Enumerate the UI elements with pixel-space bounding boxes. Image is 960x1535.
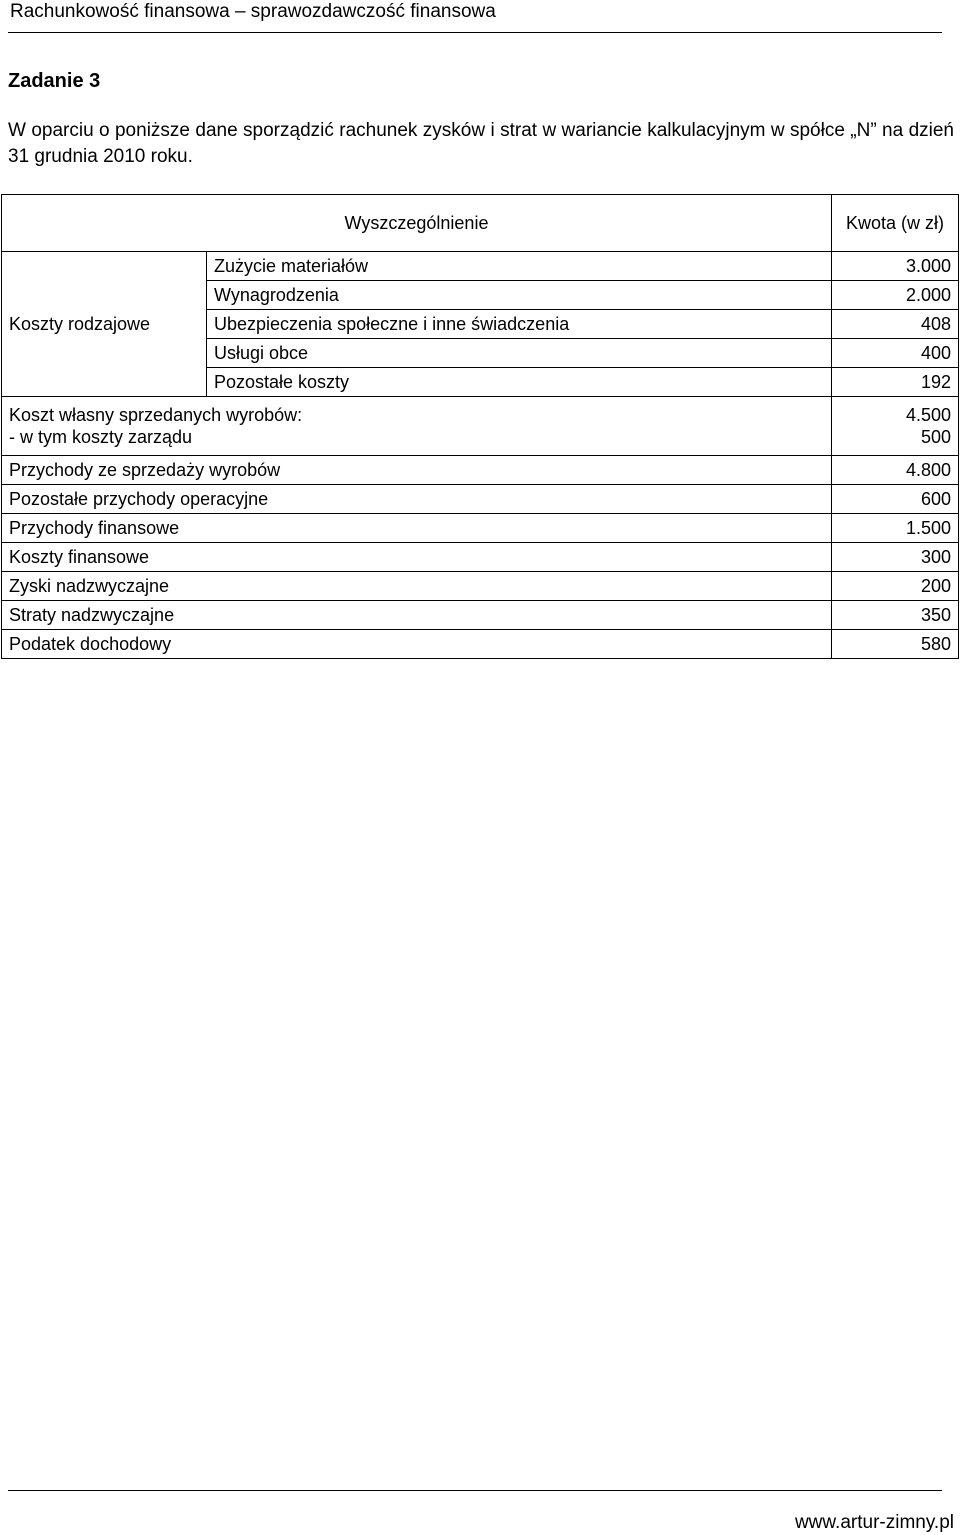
header-amount-cell	[832, 195, 959, 252]
group-label-koszty-rodzajowe: Koszty rodzajowe	[2, 252, 207, 397]
row-value: 1.500	[832, 514, 959, 543]
row-value: 400	[832, 339, 959, 368]
task-title: Zadanie 3	[8, 70, 101, 92]
row-value: 3.000	[832, 252, 959, 281]
row-label: Ubezpieczenia społeczne i inne świadczenia	[207, 310, 832, 339]
row-label: Zyski nadzwyczajne	[2, 572, 832, 601]
row-value: 192	[832, 368, 959, 397]
table-row	[2, 572, 959, 601]
running-header: Rachunkowość finansowa – sprawozdawczość finansowa	[10, 1, 496, 22]
row-value: 2.000	[832, 281, 959, 310]
cost-of-goods-value-line1: 4.500	[905, 405, 951, 425]
table-row	[2, 252, 959, 281]
row-label: Przychody finansowe	[2, 514, 832, 543]
table-row	[2, 543, 959, 572]
cost-data-table	[1, 194, 959, 659]
footer-website: www.artur-zimny.pl	[794, 1512, 954, 1533]
cost-of-goods-value-line2: 500	[920, 427, 951, 447]
table-row	[2, 630, 959, 659]
row-label: Pozostałe przychody operacyjne	[2, 485, 832, 514]
row-value: 600	[832, 485, 959, 514]
table-row	[2, 514, 959, 543]
table-row-cost-of-goods	[2, 397, 959, 456]
cost-of-goods-values	[832, 397, 959, 456]
table-row	[2, 601, 959, 630]
cost-of-goods-label	[2, 397, 832, 456]
row-value: 350	[832, 601, 959, 630]
row-value: 408	[832, 310, 959, 339]
footer-divider	[8, 1490, 942, 1491]
row-label: Straty nadzwyczajne	[2, 601, 832, 630]
table-row	[2, 485, 959, 514]
header-amount-label: Kwota (w zł)	[845, 213, 944, 233]
row-value: 4.800	[832, 456, 959, 485]
row-label: Koszty finansowe	[2, 543, 832, 572]
header-item-cell: Wyszczególnienie	[2, 195, 832, 252]
table-row	[2, 456, 959, 485]
row-label: Pozostałe koszty	[207, 368, 832, 397]
row-value: 300	[832, 543, 959, 572]
row-label: Usługi obce	[207, 339, 832, 368]
row-value: 200	[832, 572, 959, 601]
row-label: Przychody ze sprzedaży wyrobów	[2, 456, 832, 485]
cost-of-goods-label-line1: Koszt własny sprzedanych wyrobów:	[9, 405, 303, 425]
table-header-row	[2, 195, 959, 252]
task-description: W oparciu o poniższe dane sporządzić rachunek zysków i strat w wariancie kalkulacyjnym w spółce „N” na dzień 31 grudnia 2010 roku.	[8, 120, 954, 167]
row-label: Zużycie materiałów	[207, 252, 832, 281]
row-value: 580	[832, 630, 959, 659]
cost-of-goods-label-line2: - w tym koszty zarządu	[9, 427, 193, 447]
row-label: Podatek dochodowy	[2, 630, 832, 659]
row-label: Wynagrodzenia	[207, 281, 832, 310]
header-divider	[8, 32, 942, 33]
